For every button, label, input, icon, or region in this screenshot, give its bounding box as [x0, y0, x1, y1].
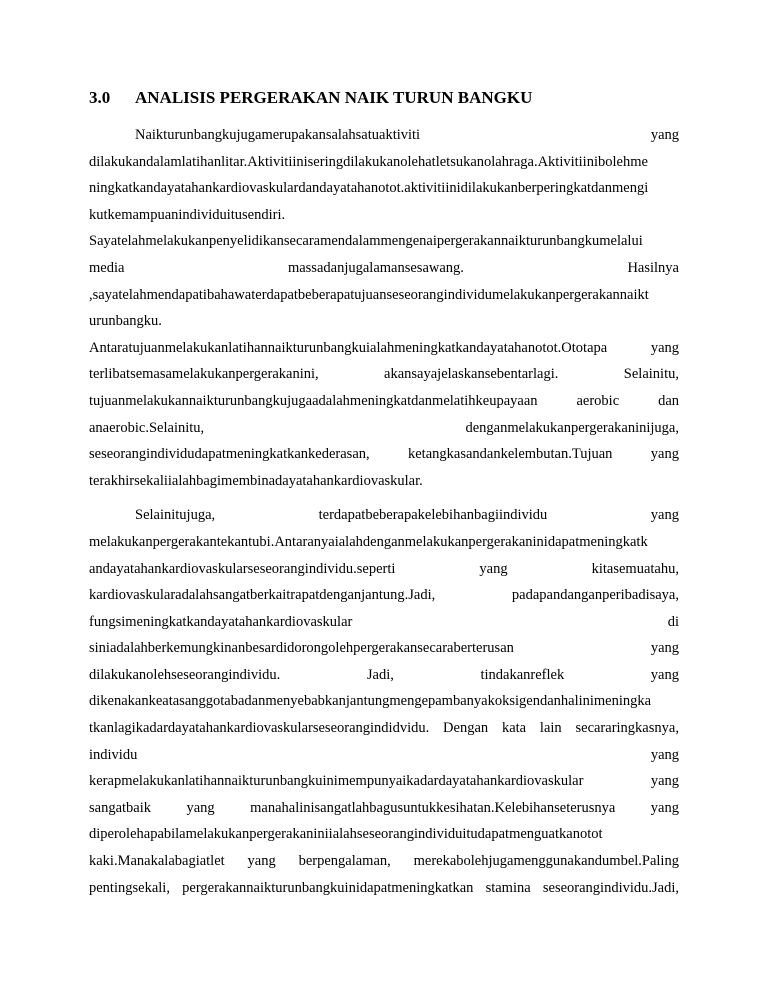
text-line	[89, 502, 679, 529]
word: ,sayatelahmendapatibahawaterdapatbeberapatujuanseseorangindividumelakukanpergerakannaikt	[89, 286, 649, 303]
text-line	[89, 688, 679, 715]
text-line	[89, 582, 679, 609]
word: yang	[650, 799, 679, 816]
text-line	[89, 335, 679, 362]
word: berpengalaman,	[298, 853, 391, 870]
word: di	[667, 613, 679, 630]
text-line	[89, 441, 679, 468]
section-title: ANALISIS PERGERAKAN NAIK TURUN BANGKU	[135, 88, 533, 107]
text-line	[89, 361, 679, 388]
word: kerapmelakukanlatihannaikturunbangkuinimempunyaikadardayatahankardiovaskular	[89, 773, 584, 790]
word: yang	[186, 799, 215, 816]
word: stamina	[485, 879, 531, 896]
word: yang	[650, 746, 679, 763]
word: terakhirsekaliialahbagimembinadayatahankardiovaskular.	[89, 472, 423, 489]
text-line	[89, 255, 679, 282]
word: yang	[650, 666, 679, 683]
text-line	[89, 202, 679, 229]
word: kaki.Manakalabagiatlet	[89, 853, 225, 870]
word: seseorangindividu.Jadi,	[542, 879, 679, 896]
text-line	[89, 715, 679, 742]
text-line	[89, 388, 679, 415]
word: dikenakankeatasanggotabadanmenyebabkanjantungmengepambanyakoksigendanhalinimeningka	[89, 693, 652, 710]
word: Naikturunbangkujugamerupakansalahsatuaktiviti	[135, 127, 421, 143]
word: yang	[650, 446, 679, 463]
word: Jadi,	[366, 666, 394, 683]
word: manahalinisangatlahbagusuntukkesihatan.Kelebihanseterusnya	[250, 799, 616, 816]
word: dan	[658, 392, 679, 409]
text-line	[89, 122, 679, 149]
word: individu	[89, 746, 138, 763]
word: Sayatelahmelakukanpenyelidikansecaramendalammengenaipergerakannaikturunbangkumelalui	[89, 233, 643, 250]
word: seseorangindividudapatmeningkatkankederasan,	[89, 446, 370, 463]
text-line	[89, 795, 679, 822]
word: yang	[479, 560, 508, 577]
text-line	[89, 149, 679, 176]
paragraph	[89, 122, 679, 494]
word: urunbangku.	[89, 313, 162, 330]
word: Selainitu,	[623, 366, 679, 383]
word: yang	[650, 507, 679, 524]
body-text	[89, 122, 679, 901]
word: akansayajelaskansebentarlagi.	[384, 366, 559, 383]
word: dilakukanolehseseorangindividu.	[89, 666, 281, 683]
word: dilakukandalamlatihanlitar.Aktivitiiniseringdilakukanolehatletsukanolahraga.Aktivitiinibolehme	[89, 153, 648, 170]
text-line	[89, 468, 679, 495]
text-line	[89, 228, 679, 255]
word: padapandanganperibadisaya,	[511, 587, 679, 604]
word: kardiovaskularadalahsangatberkaitrapatdenganjantung.Jadi,	[89, 587, 436, 604]
word: sangatbaik	[89, 799, 152, 816]
text-line	[89, 768, 679, 795]
word: fungsimeningkatkandayatahankardiovaskular	[89, 613, 353, 630]
text-line	[89, 308, 679, 335]
text-line	[89, 635, 679, 662]
text-line	[89, 848, 679, 875]
word: tindakanreflek	[480, 666, 565, 683]
text-line	[89, 662, 679, 689]
word: yang	[247, 853, 276, 870]
word: Dengan	[443, 720, 489, 737]
word: denganmelakukanpergerakaninijuga,	[465, 419, 679, 436]
word: Antaratujuanmelakukanlatihannaikturunbangkuialahmeningkatkandayatahanotot.Ototapa	[89, 339, 608, 356]
word: kata	[501, 720, 527, 737]
text-line	[89, 556, 679, 583]
text-line	[89, 282, 679, 309]
word: siniadalahberkemungkinanbesardidorongolehpergerakansecaraberterusan	[89, 640, 514, 657]
word: lain	[539, 720, 562, 737]
word: anaerobic.Selainitu,	[89, 419, 205, 436]
word: terlibatsemasamelakukanpergerakanini,	[89, 366, 319, 383]
word: tkanlagikadardayatahankardiovaskularseseorangindidvidu.	[89, 720, 430, 737]
word: massadanjugalamansesawang.	[287, 259, 464, 276]
word: kitasemuatahu,	[591, 560, 679, 577]
word: ningkatkandayatahankardiovaskulardandayatahanotot.aktivitiinidilakukanberperingkatdanmengi	[89, 180, 649, 197]
word: ketangkasandankelembutan.Tujuan	[408, 446, 613, 463]
text-line	[89, 529, 679, 556]
text-line	[89, 742, 679, 769]
paragraph	[89, 502, 679, 901]
word: media	[89, 259, 125, 276]
text-line	[89, 875, 679, 902]
word: tujuanmelakukannaikturunbangkujugaadalahmeningkatdanmelatihkeupayaan	[89, 392, 538, 409]
word: aerobic	[576, 392, 620, 409]
word: secararingkasnya,	[575, 720, 679, 737]
text-line	[89, 609, 679, 636]
text-line	[89, 175, 679, 202]
section-heading	[89, 86, 679, 110]
word: merekabolehjugamenggunakandumbel.Paling	[413, 853, 679, 870]
word: kutkemampuanindividuitusendiri.	[89, 206, 286, 223]
document-page	[89, 86, 679, 901]
text-line	[89, 415, 679, 442]
word: pentingsekali,	[89, 879, 170, 896]
word: terdapatbeberapakelebihanbagiindividu	[318, 507, 548, 524]
word: diperolehapabilamelakukanpergerakaniniialahseseorangindividuitudapatmenguatkanotot	[89, 826, 603, 843]
word: yang	[650, 339, 679, 356]
word: Selainitujuga,	[135, 507, 216, 524]
word: yang	[650, 773, 679, 790]
word: pergerakannaikturunbangkuinidapatmeningkatkan	[182, 879, 474, 896]
word: andayatahankardiovaskularseseorangindividu.seperti	[89, 560, 396, 577]
text-line	[89, 821, 679, 848]
word: yang	[650, 640, 679, 657]
section-number: 3.0	[89, 88, 111, 107]
word: melakukanpergerakantekantubi.Antaranyaialahdenganmelakukanpergerakaninidapatmeningkatk	[89, 533, 648, 550]
word: yang	[650, 127, 679, 143]
word: Hasilnya	[627, 259, 679, 276]
